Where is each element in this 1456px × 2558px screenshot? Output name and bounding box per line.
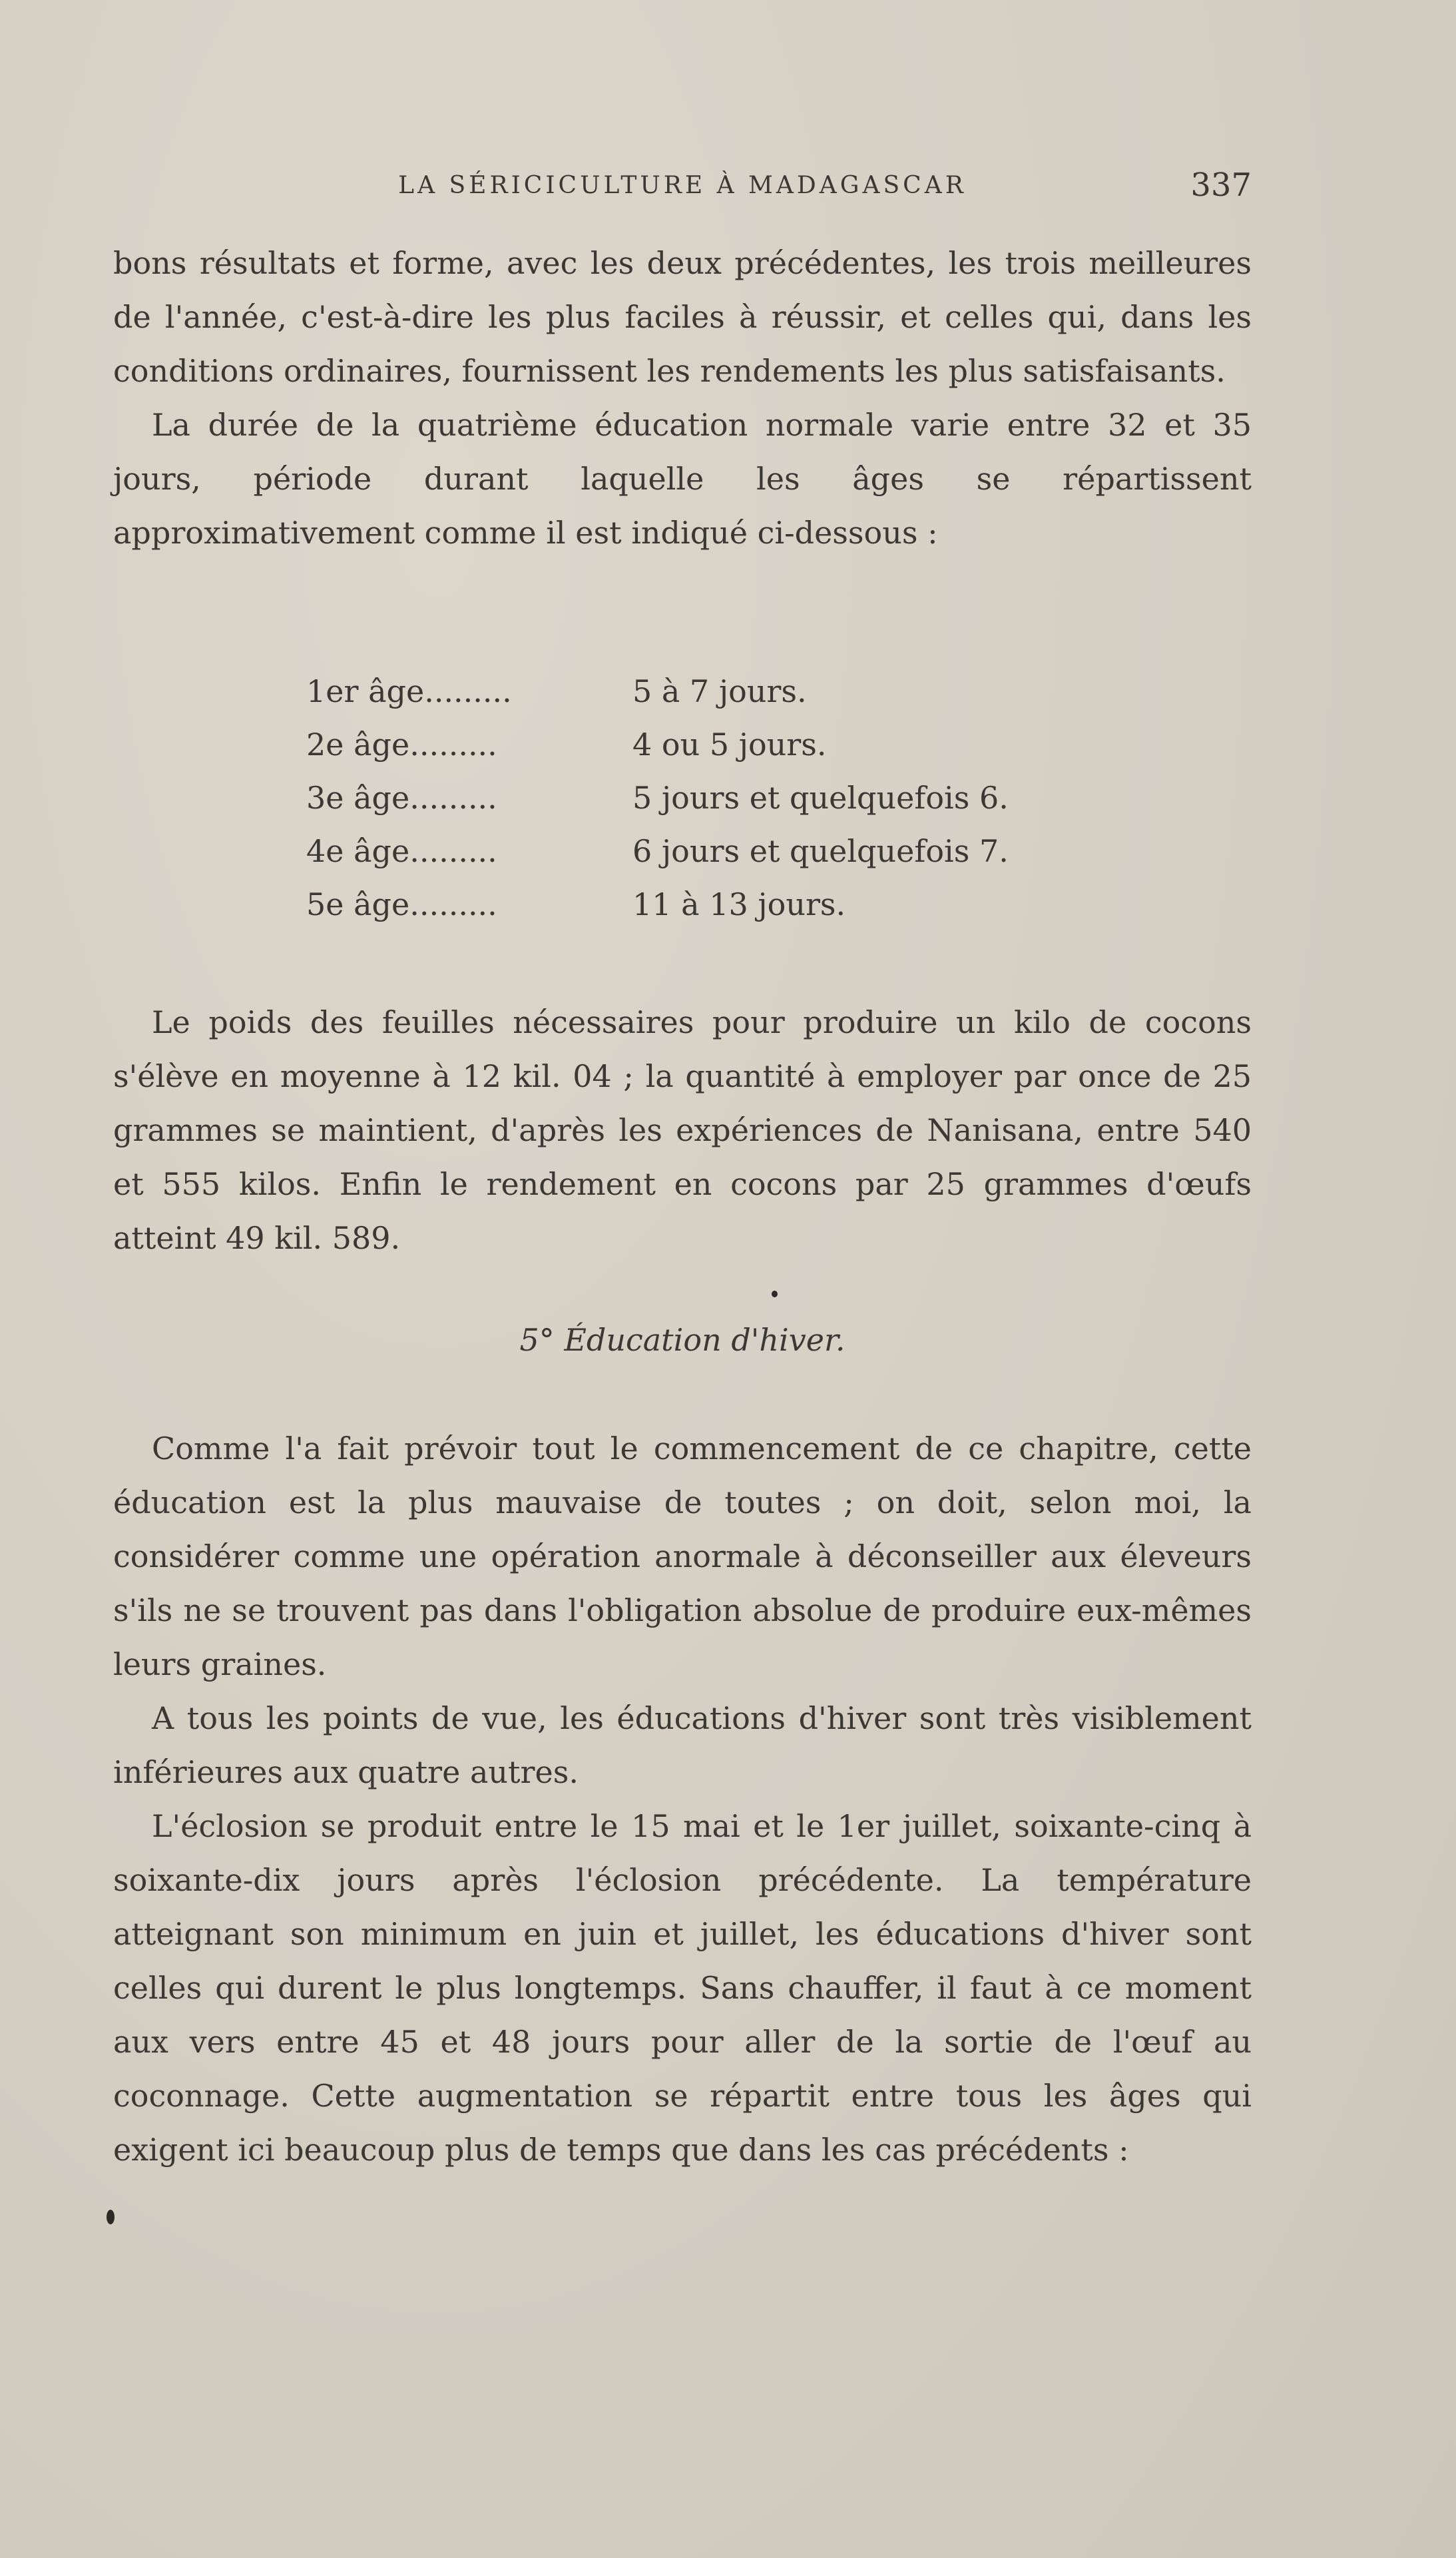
ink-speck (772, 1291, 778, 1297)
age-duration: 5 à 7 jours. (632, 673, 807, 709)
paragraph-duration: La durée de la quatrième éducation normale varie entre 32 et 35 jours, période durant laquelle les âges se répartissent approximativement comme il est indiqué ci-dessous : (113, 407, 1252, 551)
age-duration: 4 ou 5 jours. (632, 727, 827, 763)
page-number: 337 (1190, 166, 1252, 204)
paragraph-leaf-weight: Le poids des feuilles nécessaires pour produire un kilo de cocons s'élève en moyenne à 12 kil. 04 ; la quantité à employer par once de 25 grammes se maintient, d'après les expériences de Nanisana, entre 540 et 555 kilos. Enfin le rendement en cocons par 25 grammes d'œufs atteint 49 kil. 589. (113, 1004, 1252, 1256)
top-text (113, 236, 1252, 560)
paragraph-continuation: bons résultats et forme, avec les deux précédentes, les trois meilleures de l'année, c'est-à-dire les plus faciles à réussir, et celles qui, dans les conditions ordinaires, fournissent les rendements les plus satisfaisants. (113, 245, 1252, 389)
bottom-text (113, 1422, 1252, 2177)
age-label: 1er âge......... (306, 673, 512, 709)
page-header (113, 166, 1252, 206)
age-duration: 5 jours et quelquefois 6. (632, 780, 1009, 816)
age-label: 5e âge......... (306, 886, 497, 922)
middle-text (113, 996, 1252, 1265)
running-title: LA SÉRICICULTURE À MADAGASCAR (398, 172, 967, 199)
age-label: 2e âge......... (306, 727, 497, 763)
paragraph-winter-intro: Comme l'a fait prévoir tout le commencement de ce chapitre, cette éducation est la plus mauvaise de toutes ; on doit, selon moi, la considérer comme une opération anormale à déconseiller aux éleveurs s'ils ne se trouvent pas dans l'obligation absolue de produire eux-mêmes leurs graines. (113, 1431, 1252, 1682)
section-heading: 5° Éducation d'hiver. (519, 1322, 846, 1358)
paragraph-winter-inferior: A tous les points de vue, les éducations d'hiver sont très visiblement inférieures aux quatre autres. (113, 1700, 1252, 1790)
age-duration: 6 jours et quelquefois 7. (632, 833, 1009, 869)
age-label: 4e âge......... (306, 833, 497, 869)
age-duration: 11 à 13 jours. (632, 886, 846, 922)
ink-speck (107, 2210, 115, 2224)
age-label: 3e âge......... (306, 780, 497, 816)
paragraph-winter-hatching: L'éclosion se produit entre le 15 mai et le 1er juillet, soixante-cinq à soixante-dix jours après l'éclosion précédente. La température atteignant son minimum en juin et juillet, les éducations d'hiver sont celles qui durent le plus longtemps. Sans chauffer, il faut à ce moment aux vers entre 45 et 48 jours pour aller de la sortie de l'œuf au coconnage. Cette augmentation se répartit entre tous les âges qui exigent ici beaucoup plus de temps que dans les cas précédents : (113, 1808, 1252, 2168)
